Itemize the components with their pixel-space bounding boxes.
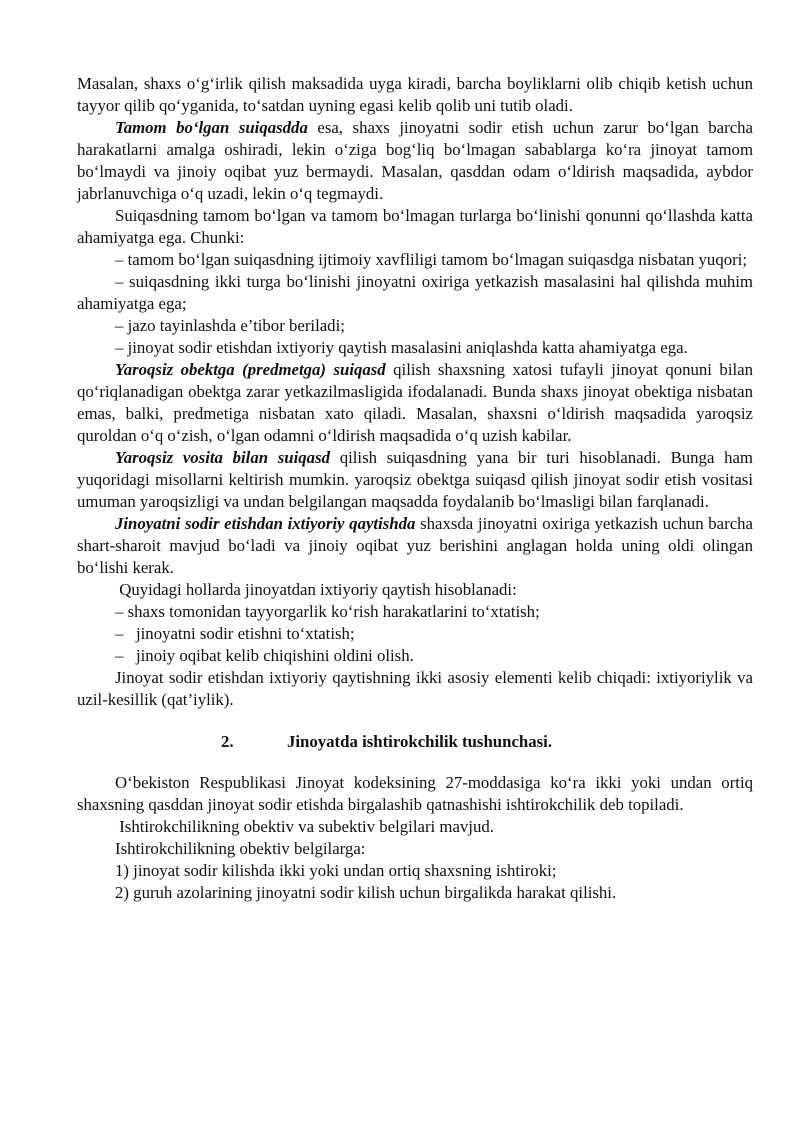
list-item: – jinoyat sodir etishdan ixtiyoriy qaytish masalasini aniqlashda katta ahamiyatga ega. <box>115 338 688 357</box>
section-title: Jinoyatda ishtirokchilik tushunchasi. <box>287 732 553 751</box>
list-item: 1) jinoyat sodir kilishda ikki yoki undan ortiq shaxsning ishtiroki; <box>115 861 557 880</box>
paragraph-text: qilish suiqasdning yana bir turi hisoblanadi. Bunga ham yuqoridagi misollarni keltirish mumkin. yaroqsiz obektga suiqasd qilish jinoyat sodir etish vositasi umuman yaroqsizligi va undan belgilangan maqsadda foydalanib bo‘lmasligi bilan farqlanadi. <box>77 448 753 511</box>
section-heading <box>77 731 753 753</box>
paragraph: Suiqasdning tamom bo‘lgan va tamom bo‘lmagan turlarga bo‘linishi qonunni qo‘llashda katta ahamiyatga ega. Chunki: <box>77 206 753 247</box>
list-item: – shaxs tomonidan tayyorgarlik ko‘rish harakatlarini to‘xtatish; <box>115 602 540 621</box>
list-item: – tamom bo‘lgan suiqasdning ijtimoiy xavfliligi tamom bo‘lmagan suiqasdga nisbatan yuqori; <box>115 250 748 269</box>
paragraph: Masalan, shaxs o‘g‘irlik qilish maksadida uyga kiradi, barcha boyliklarni olib chiqib ketish uchun tayyor qilib qo‘yganida, to‘satdan uyning egasi kelib qolib uni tutib oladi. <box>77 74 753 115</box>
term-emphasis: Tamom bo‘lgan suiqasdda <box>115 118 308 137</box>
list-item: – jazo tayinlashda e’tibor beriladi; <box>115 316 345 335</box>
list-item: – jinoiy oqibat kelib chiqishini oldini olish. <box>115 646 414 665</box>
paragraph-text: esa, shaxs jinoyatni sodir etish uchun zarur bo‘lgan barcha harakatlarni amalga oshiradi, lekin o‘ziga bog‘liq bo‘lmagan sabablarga ko‘ra jinoyat tamom bo‘lmaydi va jinoiy oqibat yuz bermaydi. Masalan, qasddan odam o‘ldirish maqsadida, aybdor jabrlanuvchiga o‘q uzadi, lekin o‘q tegmaydi. <box>77 118 753 203</box>
paragraph: Ishtirokchilikning obektiv va subektiv belgilari mavjud. <box>115 817 494 836</box>
paragraph <box>77 513 753 579</box>
paragraph <box>77 447 753 513</box>
paragraph: O‘bekiston Respublikasi Jinoyat kodeksining 27-moddasiga ko‘ra ikki yoki undan ortiq shaxsning qasddan jinoyat sodir etishda birgalashib qatnashishi ishtirokchilik deb topiladi. <box>77 773 753 814</box>
list-item: – suiqasdning ikki turga bo‘linishi jinoyatni oxiriga yetkazish masalasini hal qilishda muhim ahamiyatga ega; <box>77 272 753 313</box>
list-item: 2) guruh azolarining jinoyatni sodir kilish uchun birgalikda harakat qilishi. <box>115 883 617 902</box>
list-item: – jinoyatni sodir etishni to‘xtatish; <box>115 624 355 643</box>
paragraph <box>77 117 753 205</box>
paragraph: Jinoyat sodir etishdan ixtiyoriy qaytishning ikki asosiy elementi kelib chiqadi: ixtiyoriylik va uzil-kesillik (qat’iylik). <box>77 668 753 709</box>
paragraph: Quyidagi hollarda jinoyatdan ixtiyoriy qaytish hisoblanadi: <box>115 580 517 599</box>
term-emphasis: Yaroqsiz obektga (predmetga) suiqasd <box>115 360 386 379</box>
document-page <box>77 73 753 904</box>
paragraph <box>77 359 753 447</box>
paragraph: Ishtirokchilikning obektiv belgilarga: <box>115 839 366 858</box>
term-emphasis: Yaroqsiz vosita bilan suiqasd <box>115 448 330 467</box>
paragraph-text: shaxsda jinoyatni oxiriga yetkazish uchun barcha shart-sharoit mavjud bo‘ladi va jinoiy oqibat yuz berishini anglagan holda uning oldi olingan bo‘lishi kerak. <box>77 514 754 577</box>
paragraph-text: qilish shaxsning xatosi tufayli jinoyat qonuni bilan qo‘riqlanadigan obektga zarar yetkazilmasligida ifodalanadi. Bunda shaxs jinoyat obektiga nisbatan emas, balki, predmetiga nisbatan xato qiladi. Masalan, shaxsni o‘ldirish maqsadida yaroqsiz quroldan o‘q o‘zish, o‘lgan odamni o‘ldirish maqsadida o‘q uzish kabilar. <box>77 360 753 445</box>
term-emphasis: Jinoyatni sodir etishdan ixtiyoriy qaytishda <box>115 514 416 533</box>
section-number: 2. <box>221 732 234 751</box>
